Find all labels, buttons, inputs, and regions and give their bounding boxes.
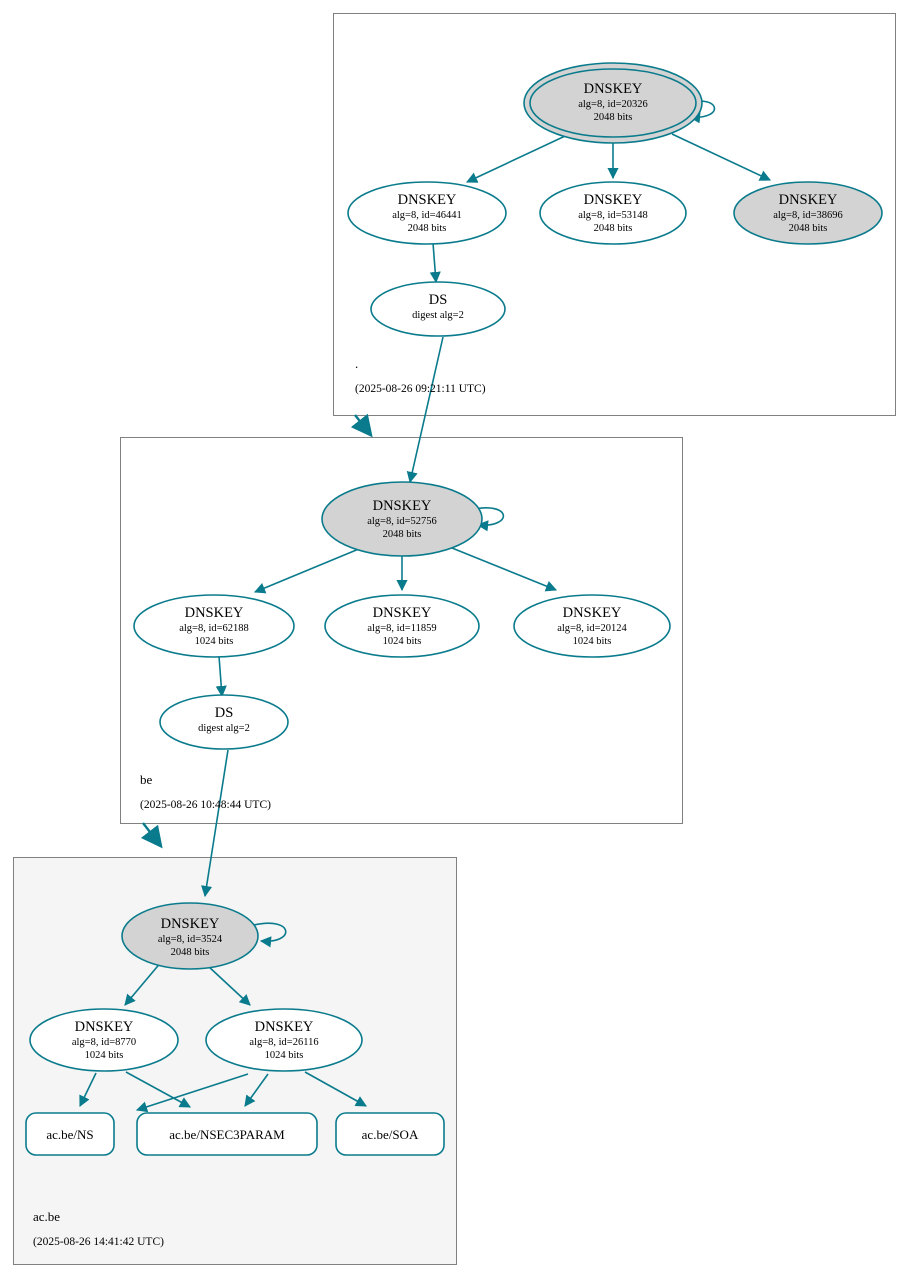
node-line2: digest alg=2 [198, 723, 250, 734]
node-be-dnskey-11859[interactable] [325, 595, 479, 657]
node-line2: alg=8, id=38696 [773, 210, 843, 221]
edge-be-ksk-to-20124 [452, 548, 556, 590]
node-line3: 1024 bits [194, 636, 234, 647]
zone-timestamp-be: (2025-08-26 10:48:44 UTC) [140, 799, 271, 811]
node-line3: 2048 bits [788, 223, 828, 234]
rrset-acbe-ns[interactable] [26, 1113, 114, 1155]
zone-label-acbe: ac.be [33, 1209, 61, 1224]
node-line3: 1024 bits [572, 636, 612, 647]
node-line3: 2048 bits [407, 223, 447, 234]
edge-root-46441-to-ds [433, 243, 436, 282]
node-acbe-ksk[interactable] [122, 903, 258, 969]
node-line2: alg=8, id=8770 [71, 1037, 137, 1048]
edge-be-62188-to-ds [219, 656, 222, 696]
node-be-ds[interactable] [160, 695, 288, 749]
node-line2: alg=8, id=11859 [367, 623, 437, 634]
node-line2: alg=8, id=46441 [392, 210, 462, 221]
node-line3: 2048 bits [170, 947, 210, 958]
node-title: DNSKEY [583, 81, 643, 97]
rrset-acbe-soa[interactable] [336, 1113, 444, 1155]
node-title: DS [428, 292, 448, 308]
node-root-dnskey-53148[interactable] [540, 182, 686, 244]
node-acbe-dnskey-8770[interactable] [30, 1009, 178, 1071]
zone-connector-root-be [355, 415, 370, 434]
node-be-dnskey-62188[interactable] [134, 595, 294, 657]
node-root-dnskey-38696[interactable] [734, 182, 882, 244]
node-line3: 1024 bits [84, 1050, 124, 1061]
node-root-ds[interactable] [371, 282, 505, 336]
edge-be-ksk-to-62188 [255, 546, 366, 592]
edge-root-ds-to-be-ksk [410, 337, 443, 482]
rrset-acbe-nsec3param[interactable] [137, 1113, 317, 1155]
node-be-ksk[interactable] [322, 482, 482, 556]
node-title: DNSKEY [254, 1019, 314, 1035]
node-line3: 2048 bits [593, 112, 633, 123]
node-line2: alg=8, id=20124 [557, 623, 627, 634]
node-title: DNSKEY [583, 192, 643, 208]
zone-timestamp-acbe: (2025-08-26 14:41:42 UTC) [33, 1236, 164, 1248]
node-title: DNSKEY [562, 605, 622, 621]
node-line3: 1024 bits [264, 1050, 304, 1061]
node-line3: 2048 bits [382, 529, 422, 540]
node-line2: alg=8, id=20326 [578, 99, 648, 110]
rrset-label: ac.be/NS [46, 1127, 94, 1142]
node-line2: alg=8, id=53148 [578, 210, 648, 221]
rrset-label: ac.be/SOA [361, 1127, 419, 1142]
node-line2: alg=8, id=62188 [179, 623, 249, 634]
node-line2: alg=8, id=3524 [157, 934, 223, 945]
node-root-dnskey-46441[interactable] [348, 182, 506, 244]
node-title: DNSKEY [74, 1019, 134, 1035]
node-title: DNSKEY [778, 192, 838, 208]
node-line2: alg=8, id=26116 [249, 1037, 319, 1048]
node-root-ksk[interactable] [524, 63, 702, 143]
node-be-dnskey-20124[interactable] [514, 595, 670, 657]
node-title: DNSKEY [160, 916, 220, 932]
node-line2: digest alg=2 [412, 310, 464, 321]
node-title: DNSKEY [184, 605, 244, 621]
zone-label-root: . [355, 356, 359, 371]
node-line3: 1024 bits [382, 636, 422, 647]
zone-connector-be-acbe [143, 823, 160, 845]
node-line3: 2048 bits [593, 223, 633, 234]
node-title: DNSKEY [397, 192, 457, 208]
node-title: DS [214, 705, 234, 721]
node-acbe-dnskey-26116[interactable] [206, 1009, 362, 1071]
rrset-label: ac.be/NSEC3PARAM [169, 1127, 285, 1142]
node-title: DNSKEY [372, 605, 432, 621]
node-line2: alg=8, id=52756 [367, 516, 437, 527]
edge-root-ksk-to-38696 [672, 134, 770, 180]
edge-root-ksk-to-46441 [467, 130, 578, 182]
node-title: DNSKEY [372, 498, 432, 514]
zone-timestamp-root: (2025-08-26 09:21:11 UTC) [355, 383, 486, 395]
zone-label-be: be [140, 772, 153, 787]
